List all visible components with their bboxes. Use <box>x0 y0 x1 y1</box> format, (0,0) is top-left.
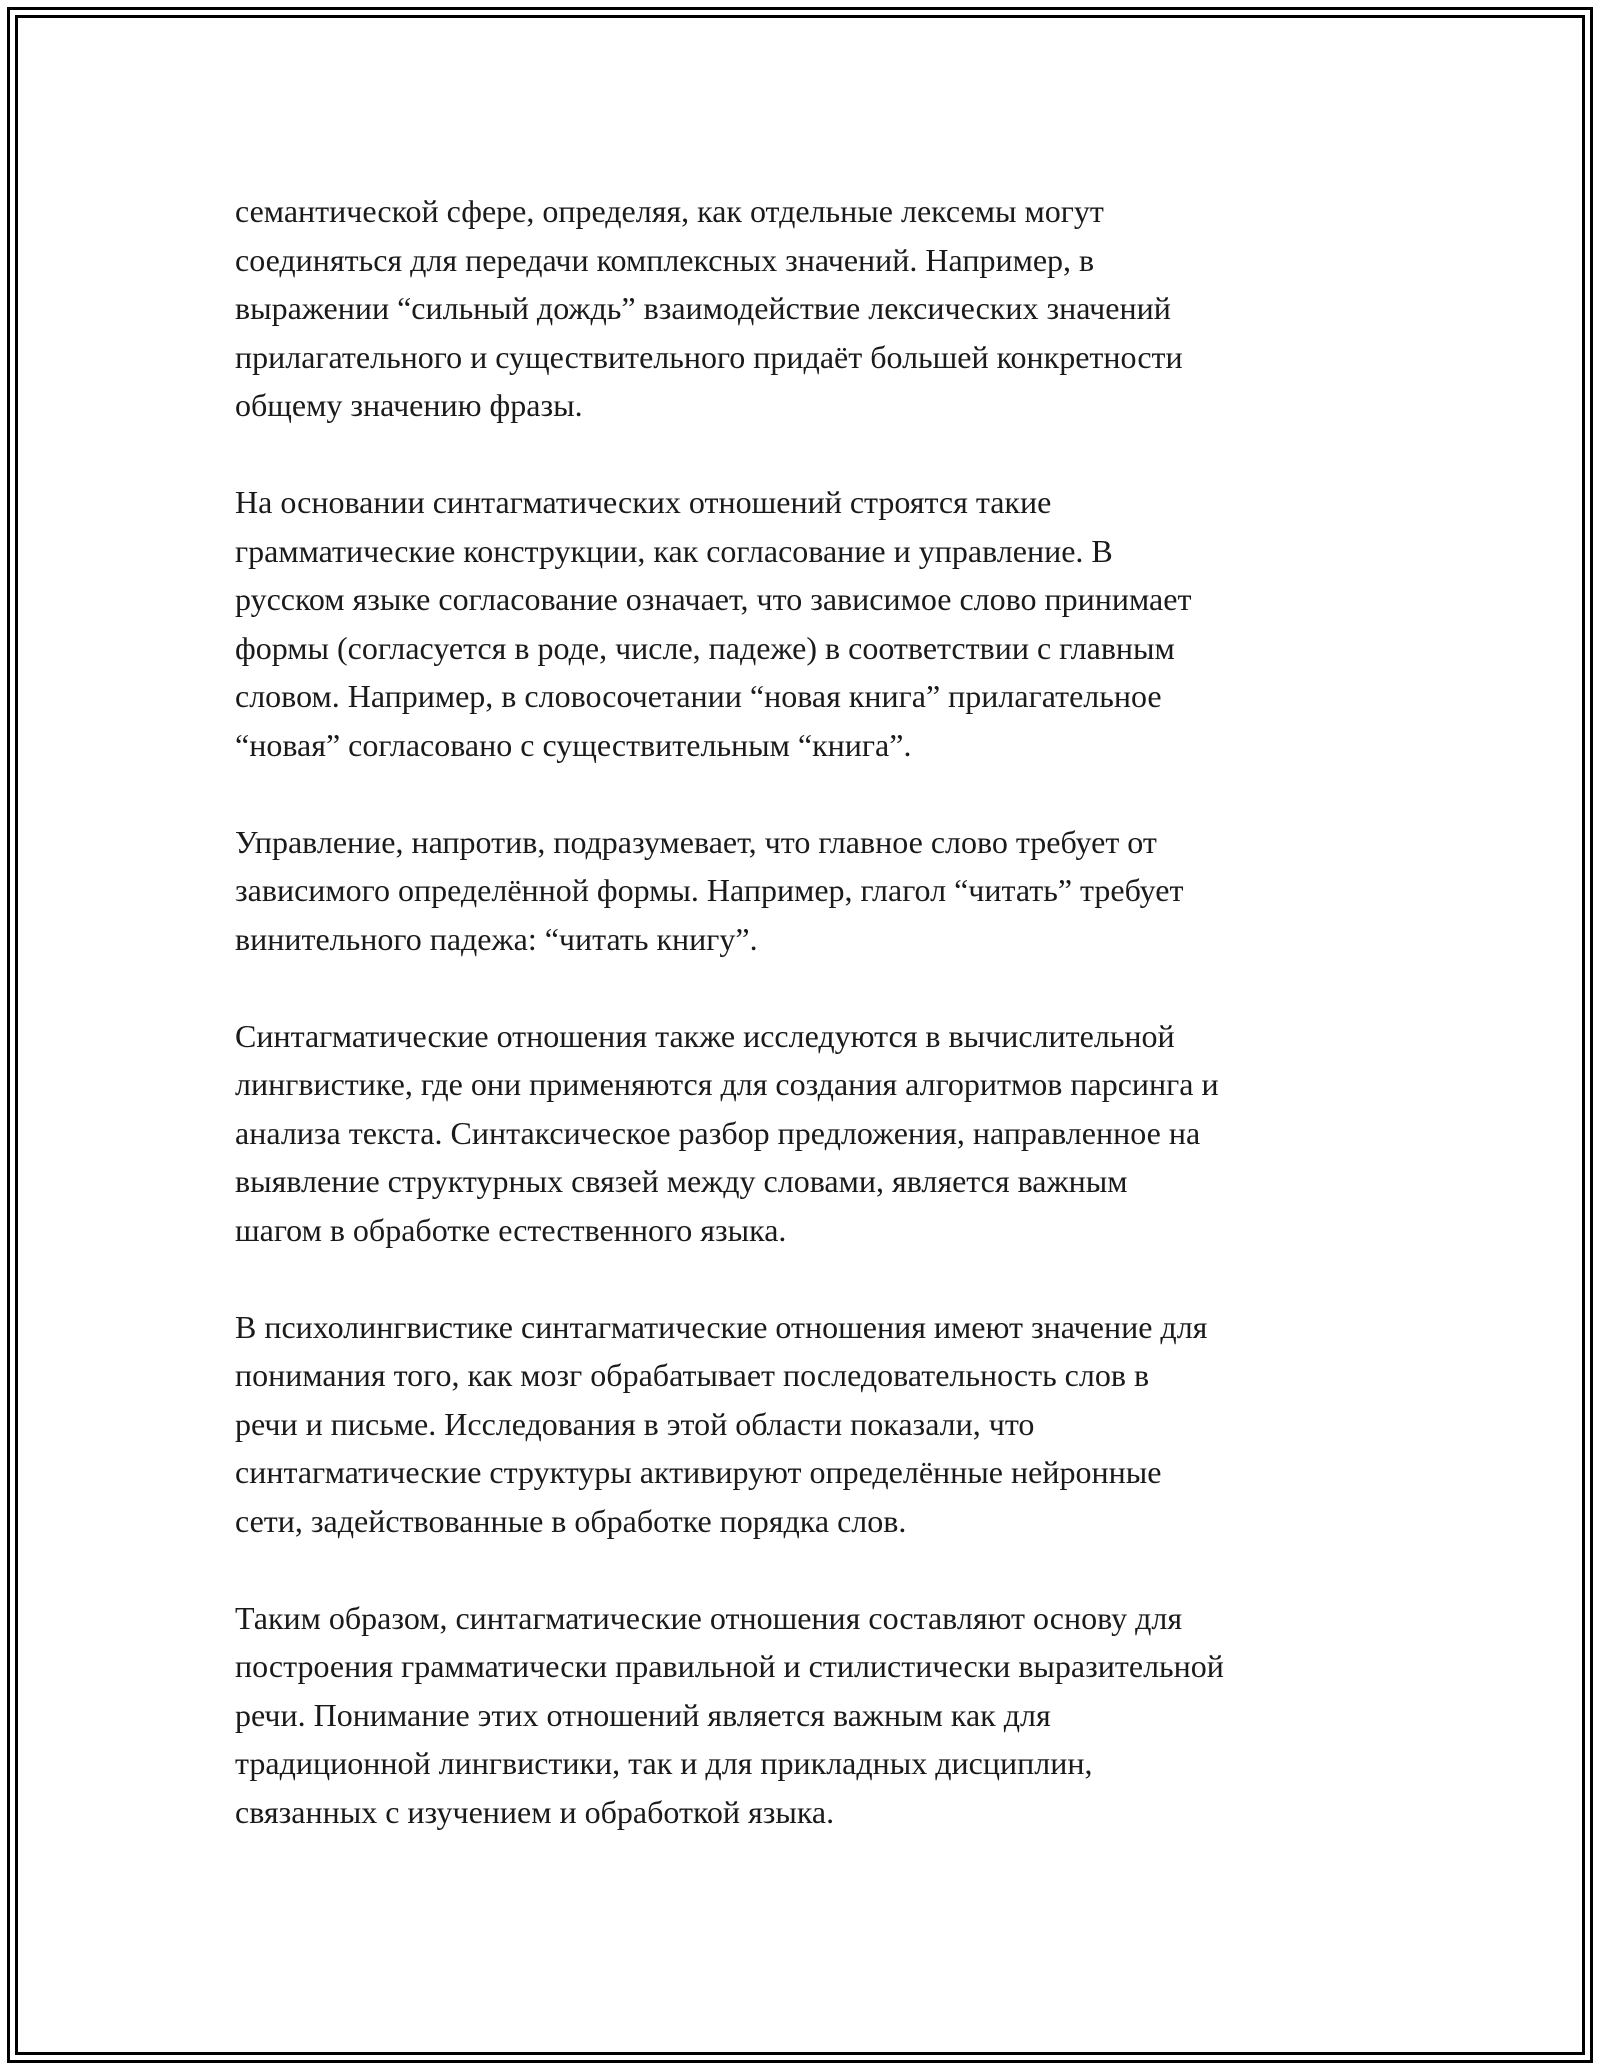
paragraph-5: В психолингвистике синтагматические отношения имеют значение для понимания того, как мозг обрабатывает последовательность слов в речи и письме. Исследования в этой области показали, что синтагматические структуры активируют определённые нейронные сети, задействованные в обработке порядка слов. <box>235 1308 1208 1539</box>
paragraph-6: Таким образом, синтагматические отношения составляют основу для построения грамматически правильной и стилистически выразительной речи. Понимание этих отношений является важным как для традиционной лингвистики, так и для прикладных дисциплин, связанных с изучением и обработкой языка. <box>235 1599 1224 1830</box>
document-body <box>235 187 1375 1885</box>
paragraph-3: Управление, напротив, подразумевает, что главное слово требует от зависимого определённой формы. Например, глагол “читать” требует винительного падежа: “читать книгу”. <box>235 823 1184 957</box>
paragraph-4: Синтагматические отношения также исследуются в вычислительной лингвистике, где они применяются для создания алгоритмов парсинга и анализа текста. Синтаксическое разбор предложения, направленное на выявление структурных связей между словами, является важным шагом в обработке естественного языка. <box>235 1017 1219 1248</box>
paragraph-1: семантической сфере, определяя, как отдельные лексемы могут соединяться для передачи комплексных значений. Например, в выражении “сильный дождь” взаимодействие лексических значений прилагательного и существительного придаёт большей конкретности общему значению фразы. <box>235 193 1183 423</box>
paragraph-2: На основании синтагматических отношений строятся такие грамматические конструкции, как согласование и управление. В русском языке согласование означает, что зависимое слово принимает формы (согласуется в роде, числе, падеже) в соответствии с главным словом. Например, в словосочетании “новая книга” прилагательное “новая” согласовано с существительным “книга”. <box>235 484 1192 763</box>
